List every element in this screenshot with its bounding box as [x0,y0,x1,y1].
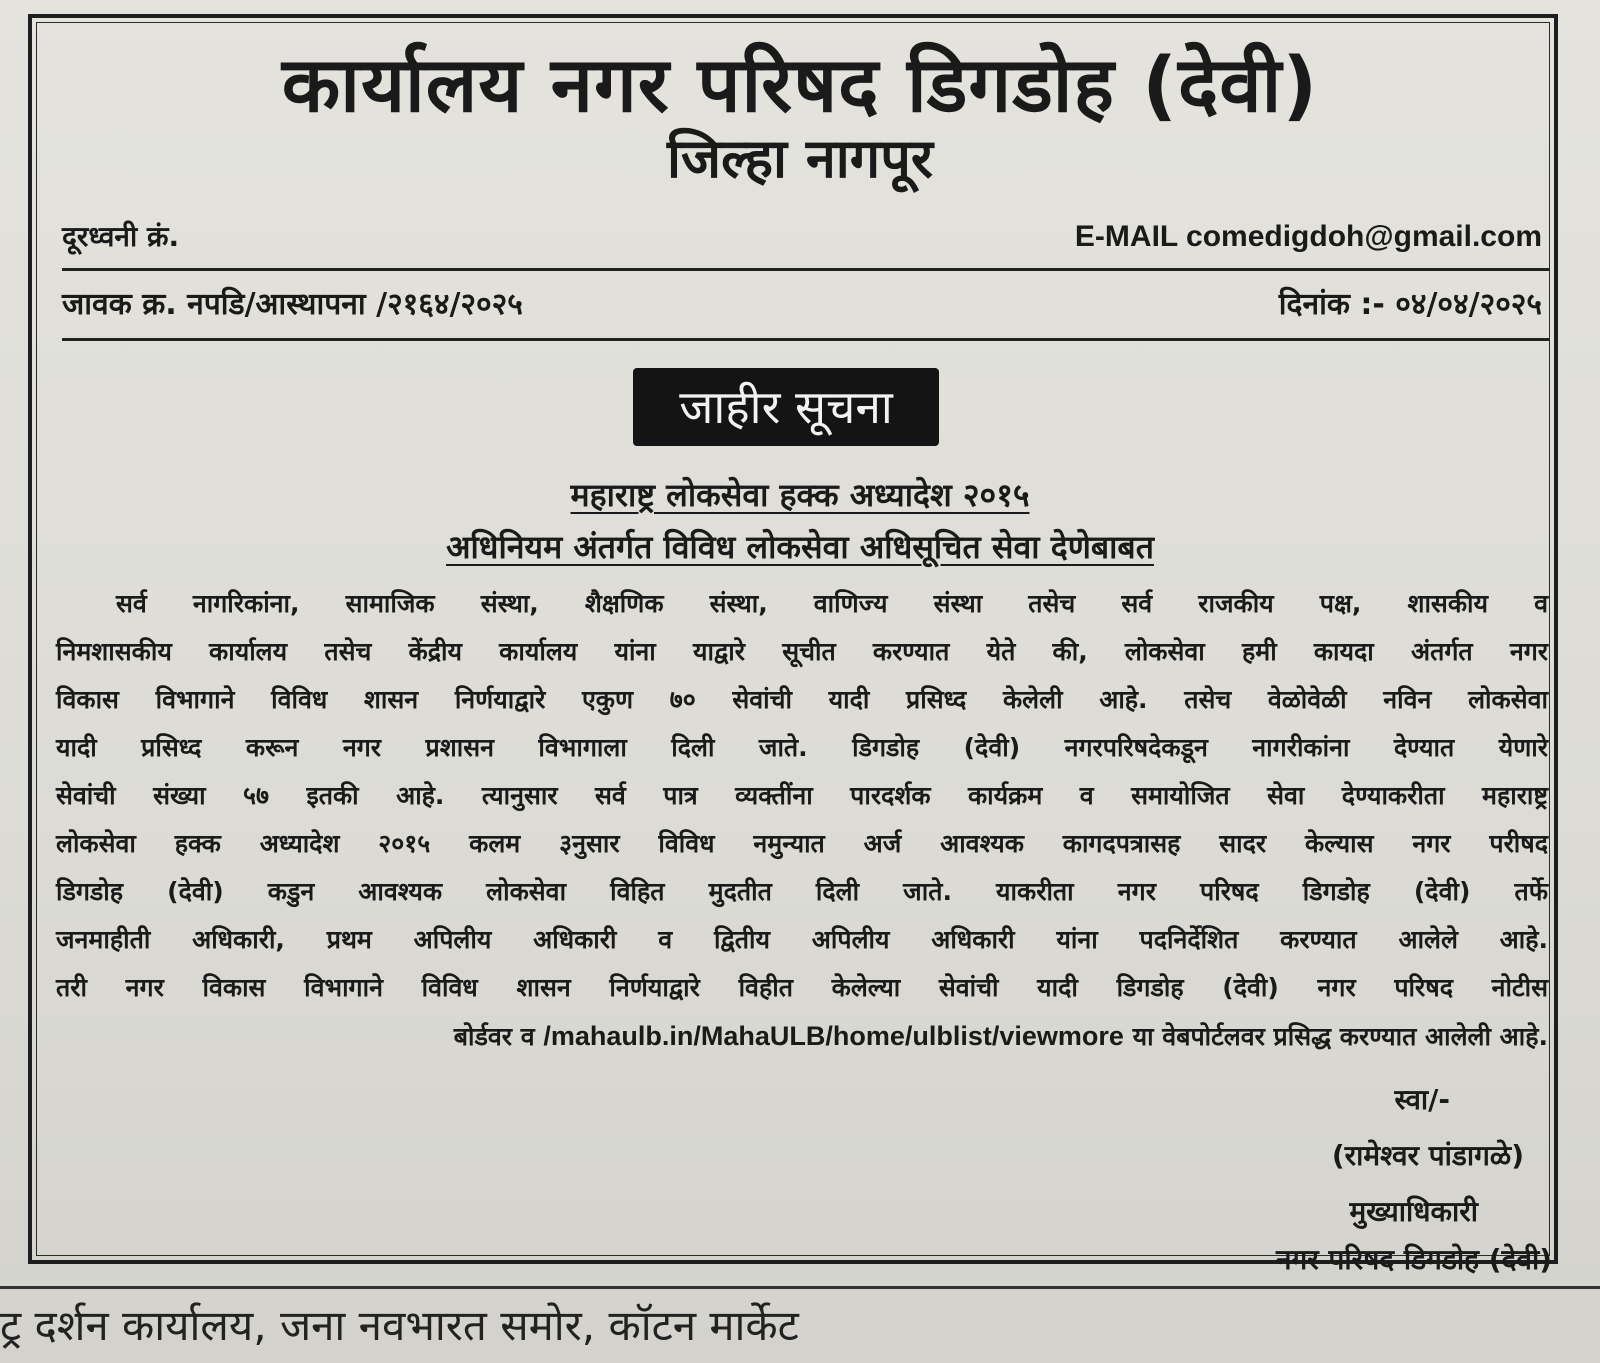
body-line: डिगडोह (देवी) कडुन आवश्यक लोकसेवा विहित मुदतीत दिली जाते. याकरीता नगर परिषद डिगडोह (देवी) तर्फे [56,877,1548,906]
reference-number: जावक क्र. नपडि/आस्थापना /२१६४/२०२५ [62,287,523,322]
signatory-name: (रामेश्वर पांडागळे) [1331,1139,1524,1172]
divider [0,1286,1600,1289]
notice-heading: महाराष्ट्र लोकसेवा हक्क अध्यादेश २०१५ [570,476,1030,514]
body-line: विकास विभागाने विविध शासन निर्णयाद्वारे एकुण ७० सेवांची यादी प्रसिध्द केलेली आहे. तसेच वेळोवेळी नविन लोकसेवा [56,685,1548,714]
signatory-office: नगर परिषद डिगडोह (देवी) [1275,1243,1552,1276]
body-line: तरी नगर विकास विभागाने विविध शासन निर्णयाद्वारे विहीत केलेल्या सेवांची यादी डिगडोह (देवी) नगर परिषद नोटीस [56,973,1548,1002]
reference-row [62,286,1542,324]
body-line: निमशासकीय कार्यालय तसेच केंद्रीय कार्यालय यांना याद्वारे सूचीत करण्यात येते की, लोकसेवा हमी कायदा अंतर्गत नगर [56,637,1548,666]
body-line-suffix: या वेबपोर्टलवर प्रसिद्ध करण्यात आलेली आहे. [1123,1022,1548,1051]
district-name: जिल्हा नागपूर [667,127,933,190]
signature-mark: स्वा/- [1394,1083,1450,1116]
office-title: कार्यालय नगर परिषद डिगडोह (देवी) [281,40,1319,129]
body-line: सेवांची संख्या ५७ इतकी आहे. त्यानुसार सर्व पात्र व्यक्तींना पारदर्शक कार्यक्रम व समायोजित सेवा देण्याकरीता महाराष्ट्र [56,781,1548,810]
notice-badge: जाहीर सूचना [633,368,939,446]
signatory-designation: मुख्याधिकारी [1349,1195,1478,1228]
notice-body [56,580,1548,1060]
body-line: लोकसेवा हक्क अध्यादेश २०१५ कलम ३नुसार विविध नमुन्यात अर्ज आवश्यक कागदपत्रासह सादर केल्यास नगर परीषद [56,829,1548,858]
notice-subheading: अधिनियम अंतर्गत विविध लोकसेवा अधिसूचित सेवा देणेबाबत [446,528,1154,566]
body-line-last [56,1012,1548,1060]
contact-row [62,218,1542,256]
divider [62,338,1550,341]
body-line: यादी प्रसिध्द करून नगर प्रशासन विभागाला दिली जाते. डिगडोह (देवी) नगरपरिषदेकडून नागरीकांना देण्यात येणारे [56,733,1548,762]
portal-url: /mahaulb.in/MahaULB/home/ulblist/viewmore [543,1021,1124,1051]
body-line-prefix: बोर्डवर व [453,1022,544,1051]
adjacent-ad-strip: ट्र दर्शन कार्यालय, जना नवभारत समोर, कॉटन मार्केट [0,1301,799,1350]
body-line: सर्व नागरिकांना, सामाजिक संस्था, शैक्षणिक संस्था, वाणिज्य संस्था तसेच सर्व राजकीय पक्ष, शासकीय व [116,589,1548,618]
notice-date: दिनांक :- ०४/०४/२०२५ [1278,287,1542,322]
divider [62,268,1550,271]
phone-label: दूरध्वनी क्रं. [62,220,180,253]
email-address: E-MAIL comedigdoh@gmail.com [1074,220,1542,253]
body-line: जनमाहीती अधिकारी, प्रथम अपिलीय अधिकारी व द्वितीय अपिलीय अधिकारी यांना पदनिर्देशित करण्यात आलेले आहे. [56,925,1548,954]
